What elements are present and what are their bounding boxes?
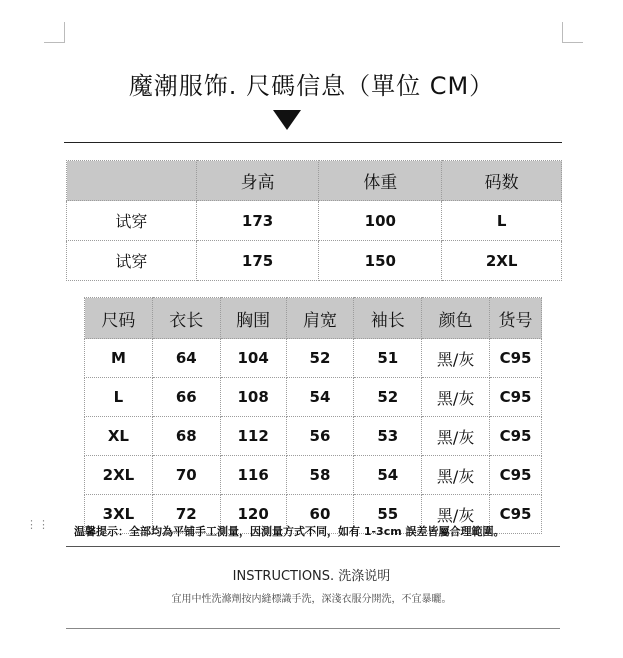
size-cell: 54 xyxy=(354,456,422,495)
fit-cell: 2XL xyxy=(442,241,562,281)
size-header-cell: 尺码 xyxy=(85,298,153,339)
table-row xyxy=(67,201,562,241)
size-cell: 72 xyxy=(152,495,220,534)
table-row xyxy=(85,339,542,378)
size-cell: 68 xyxy=(152,417,220,456)
size-cell: 116 xyxy=(220,456,286,495)
fit-table xyxy=(66,160,562,281)
instructions-title: INSTRUCTIONS. 洗涤说明 xyxy=(232,569,391,584)
table-row xyxy=(85,456,542,495)
bottom-divider xyxy=(66,628,560,629)
size-cell: 64 xyxy=(152,339,220,378)
size-header-cell: 肩宽 xyxy=(286,298,354,339)
instructions-text: 宜用中性洗滌劑按内縫標識手洗，深淺衣服分開洗，不宜暴曬。 xyxy=(171,594,452,605)
size-cell: 120 xyxy=(220,495,286,534)
size-cell: 52 xyxy=(286,339,354,378)
size-cell: C95 xyxy=(490,378,542,417)
size-cell: 54 xyxy=(286,378,354,417)
size-cell: 黑/灰 xyxy=(422,378,490,417)
size-cell: 53 xyxy=(354,417,422,456)
size-cell: 黑/灰 xyxy=(422,417,490,456)
table-row xyxy=(85,378,542,417)
size-cell: 66 xyxy=(152,378,220,417)
fit-header-cell xyxy=(67,161,197,201)
size-cell: 112 xyxy=(220,417,286,456)
size-cell: 黑/灰 xyxy=(422,495,490,534)
down-arrow-icon xyxy=(273,110,301,130)
size-table xyxy=(84,297,542,534)
fit-table-header xyxy=(67,161,562,201)
page-corner-mark-right xyxy=(562,22,583,43)
size-cell: 2XL xyxy=(85,456,153,495)
size-cell: C95 xyxy=(490,339,542,378)
section-divider xyxy=(66,546,560,547)
size-cell: 黑/灰 xyxy=(422,339,490,378)
size-cell: 58 xyxy=(286,456,354,495)
fit-cell: 试穿 xyxy=(67,241,197,281)
table-row xyxy=(67,241,562,281)
title-divider xyxy=(64,142,562,143)
size-header-cell: 袖长 xyxy=(354,298,422,339)
size-cell: C95 xyxy=(490,456,542,495)
fit-cell: 175 xyxy=(196,241,319,281)
size-cell: M xyxy=(85,339,153,378)
size-cell: XL xyxy=(85,417,153,456)
size-header-cell: 胸围 xyxy=(220,298,286,339)
size-cell: L xyxy=(85,378,153,417)
size-cell: C95 xyxy=(490,417,542,456)
size-cell: 70 xyxy=(152,456,220,495)
size-cell: 104 xyxy=(220,339,286,378)
size-cell: 52 xyxy=(354,378,422,417)
size-cell: 51 xyxy=(354,339,422,378)
fit-header-cell: 身高 xyxy=(196,161,319,201)
size-cell: C95 xyxy=(490,495,542,534)
fit-cell: 试穿 xyxy=(67,201,197,241)
size-header-cell: 衣长 xyxy=(152,298,220,339)
fit-header-cell: 码数 xyxy=(442,161,562,201)
page-title: 魔潮服饰. 尺碼信息（單位 CM） xyxy=(128,72,495,100)
measurement-note: 温馨提示：全部均為平铺手工測量，因測量方式不同，如有 1-3cm 誤差皆屬合理範圍。 xyxy=(74,525,505,538)
fit-cell: 100 xyxy=(319,201,442,241)
fit-header-cell: 体重 xyxy=(319,161,442,201)
table-row xyxy=(85,417,542,456)
size-cell: 55 xyxy=(354,495,422,534)
fit-cell: L xyxy=(442,201,562,241)
size-cell: 黑/灰 xyxy=(422,456,490,495)
page-corner-mark-left xyxy=(44,22,65,43)
fit-cell: 150 xyxy=(319,241,442,281)
size-cell: 108 xyxy=(220,378,286,417)
size-header-cell: 货号 xyxy=(490,298,542,339)
drag-handle-icon[interactable]: ⋮⋮ xyxy=(26,518,50,531)
size-cell: 60 xyxy=(286,495,354,534)
size-cell: 56 xyxy=(286,417,354,456)
fit-cell: 173 xyxy=(196,201,319,241)
size-cell: 3XL xyxy=(85,495,153,534)
size-header-cell: 颜色 xyxy=(422,298,490,339)
size-table-header xyxy=(85,298,542,339)
